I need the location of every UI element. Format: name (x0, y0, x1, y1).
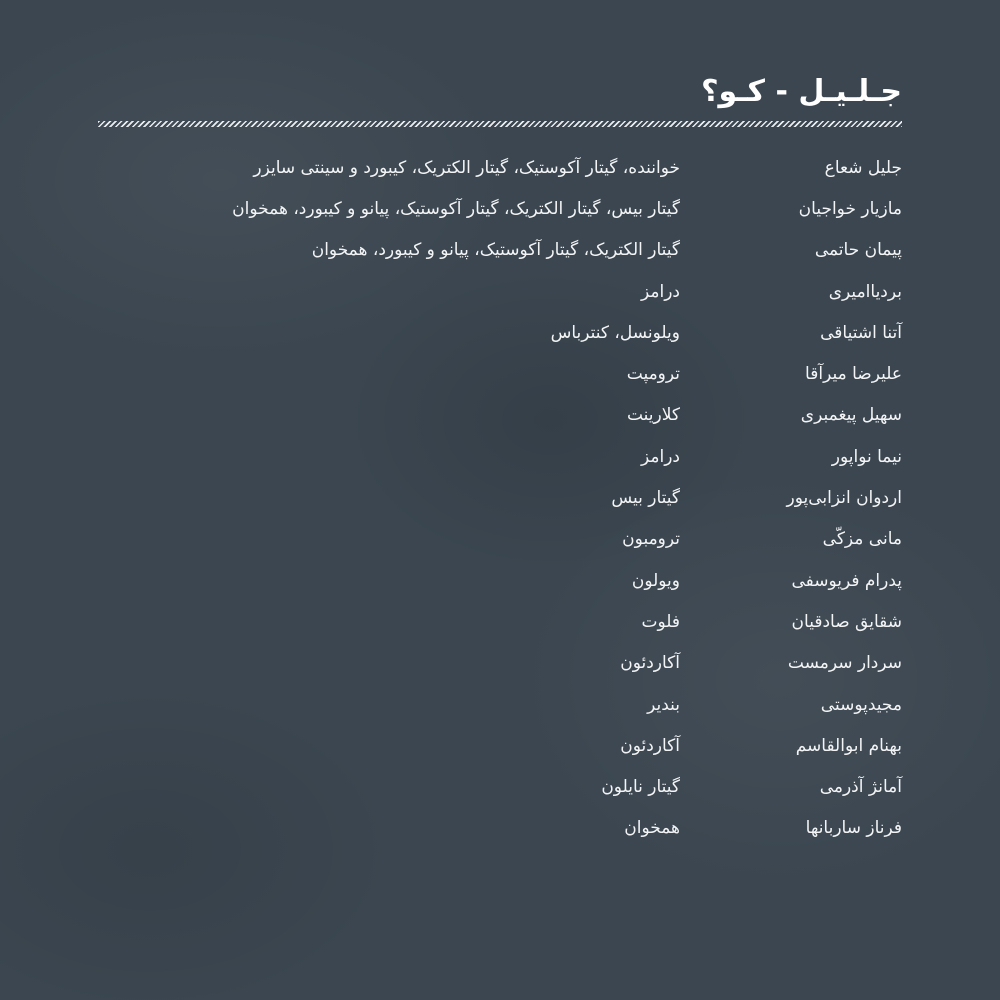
musician-role: ویولون (631, 570, 680, 591)
musician-role: بندیر (647, 694, 680, 715)
musician-name: شقایق صادقیان (791, 611, 902, 632)
list-item (98, 312, 902, 353)
credits-list (98, 147, 902, 849)
list-item (98, 560, 902, 601)
musician-name: آمانژ آذرمی (819, 777, 902, 798)
list-item (98, 643, 902, 684)
musician-role: ویلونسل، کنترباس (550, 322, 680, 343)
musician-name: سهیل پیغمبری (800, 405, 902, 426)
list-item (98, 766, 902, 807)
musician-role: کلارینت (626, 405, 680, 426)
list-item (98, 601, 902, 642)
musician-name: پدرام فریوسفی (791, 570, 902, 591)
list-item (98, 808, 902, 849)
musician-name: سردار سرمست (787, 653, 902, 674)
musician-role: همخوان (624, 818, 680, 839)
musician-name: بردیاامیری (828, 281, 902, 302)
musician-name: بهنام ابوالقاسم (795, 735, 902, 756)
musician-name: فرناز ساربانها (805, 818, 902, 839)
musician-name: مجیدپوستی (820, 694, 902, 715)
musician-name: مانی مزکّی (822, 529, 902, 550)
musician-role: آکاردئون (620, 653, 680, 674)
list-item (98, 684, 902, 725)
list-item (98, 725, 902, 766)
list-item (98, 395, 902, 436)
musician-role: گیتار بیس (611, 488, 680, 509)
musician-role: درامز (641, 281, 680, 302)
musician-name: جلیل شعاع (824, 157, 902, 178)
musician-role: درامز (641, 446, 680, 467)
musician-name: نیما نواپور (831, 446, 902, 467)
musician-name: اردوان انزابی‌پور (786, 488, 902, 509)
list-item (98, 519, 902, 560)
list-item (98, 353, 902, 394)
list-item (98, 436, 902, 477)
credits-title: جـلـیـل - کـو؟ (701, 74, 902, 109)
title-divider (98, 121, 902, 127)
list-item (98, 188, 902, 229)
list-item (98, 147, 902, 188)
musician-name: علیرضا میرآقا (805, 364, 902, 385)
musician-role: ترومبون (622, 529, 680, 550)
list-item (98, 477, 902, 518)
musician-name: مازیار خواجیان (798, 198, 902, 219)
musician-role: فلوت (641, 611, 680, 632)
list-item (98, 230, 902, 271)
musician-name: پیمان حاتمی (814, 240, 902, 261)
musician-role: آکاردئون (620, 735, 680, 756)
musician-role: گیتار بیس، گیتار الکتریک، گیتار آکوستیک، پیانو و کیبورد، همخوان (232, 198, 680, 219)
musician-role: گیتار الکتریک، گیتار آکوستیک، پیانو و کیبورد، همخوان (311, 240, 680, 261)
musician-role: ترومپت (626, 364, 680, 385)
musician-role: خواننده، گیتار آکوستیک، گیتار الکتریک، کیبورد و سینتی سایزر (253, 157, 680, 178)
list-item (98, 271, 902, 312)
musician-role: گیتار نایلون (601, 777, 680, 798)
musician-name: آتنا اشتیاقی (820, 322, 902, 343)
